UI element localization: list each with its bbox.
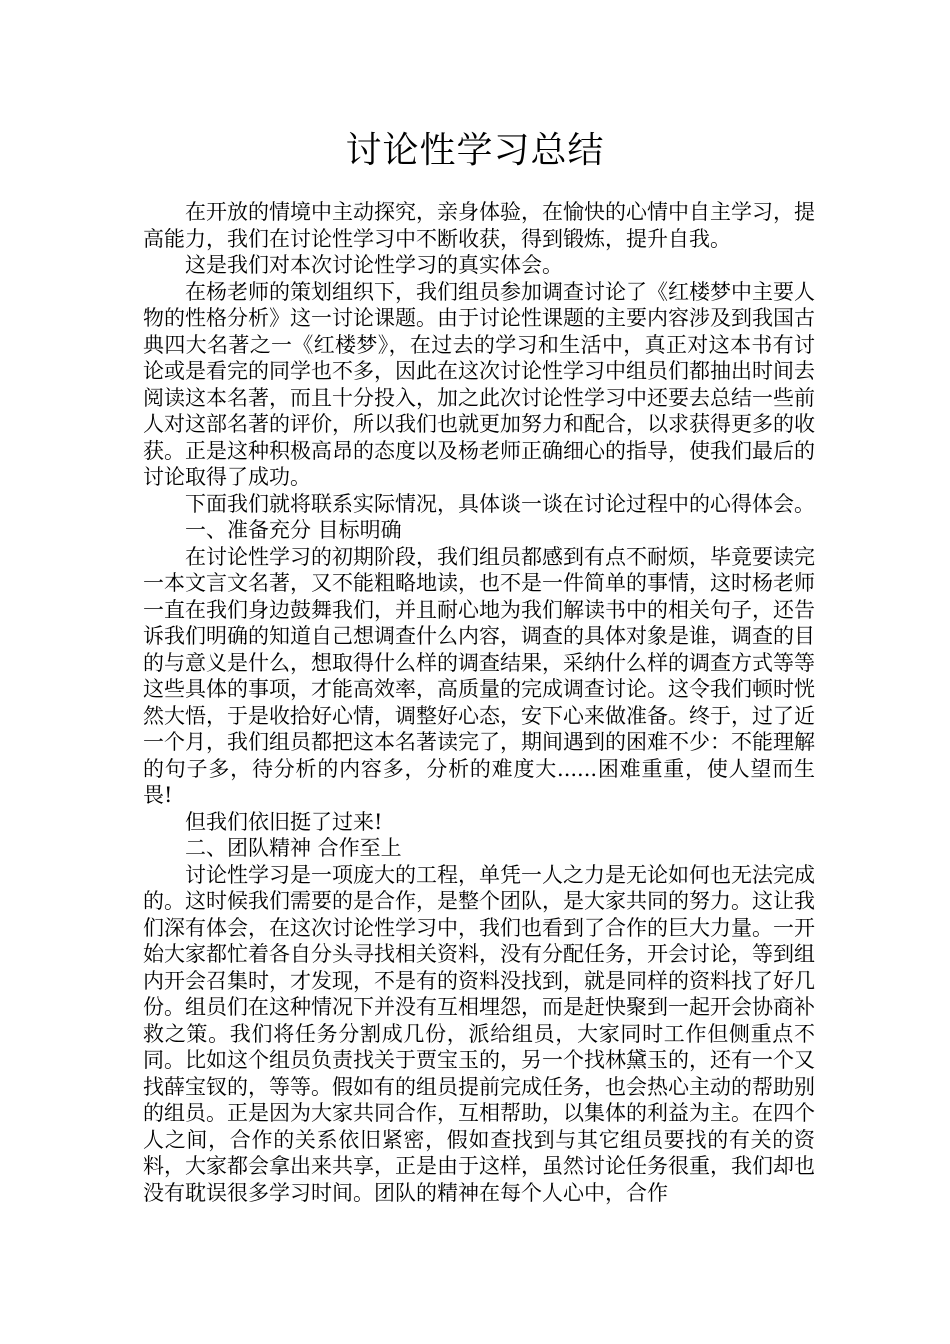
- document-title: 讨论性学习总结: [345, 130, 605, 171]
- paragraph-persistence: 但我们依旧挺了过来!: [185, 809, 383, 834]
- section-heading-preparation: 一、准备充分 目标明确: [185, 518, 402, 542]
- paragraph-teamwork: 讨论性学习是一项庞大的工程，单凭一人之力是无论如何也无法完成的。这时候我们需要的是合作，是整个团队，是大家共同的努力。这让我们深有体会，在这次讨论性学习中，我们也看到了合作的巨大力量。一开始大家都忙着各自分头寻找相关资料，没有分配任务，开会讨论，等到组内开会召集时，才发现，不是有的资料没找到，就是同样的资料找了好几份。组员们在这种情况下并没有互相埋怨，而是赶快聚到一起开会协商补救之策。我们将任务分割成几份，派给组员，大家同时工作但侧重点不同。比如这个组员负责找关于贾宝玉的，另一个找林黛玉的，还有一个又找薛宝钗的，等等。假如有的组员提前完成任务，也会热心主动的帮助别的组员。正是因为大家共同合作，互相帮助，以集体的利益为主。在四个人之间，合作的关系依旧紧密，假如查找到与其它组员要找的有关的资料，大家都会拿出来共享，正是由于这样，虽然讨论任务很重，我们却也没有耽误很多学习时间。团队的精神在每个人心中，合作: [143, 862, 815, 1205]
- document-body: [143, 199, 815, 1206]
- paragraph-background: 在杨老师的策划组织下，我们组员参加调查讨论了《红楼梦中主要人物的性格分析》这一讨论课题。由于讨论性课题的主要内容涉及到我国古典四大名著之一《红楼梦》，在过去的学习和生活中，真正对这本书有讨论或是看完的同学也不多，因此在这次讨论性学习中组员们都抽出时间去阅读这本名著，而且十分投入，加之此次讨论性学习中还要去总结一些前人对这部名著的评价，所以我们也就更加努力和配合，以求获得更多的收获。正是这种积极高昂的态度以及杨老师正确细心的指导，使我们最后的讨论取得了成功。: [143, 279, 815, 489]
- section-heading-teamwork: 二、团队精神 合作至上: [185, 836, 402, 860]
- paragraph-experience: 这是我们对本次讨论性学习的真实体会。: [185, 253, 563, 277]
- paragraph-preparation: 在讨论性学习的初期阶段，我们组员都感到有点不耐烦，毕竟要读完一本文言文名著，又不能粗略地读，也不是一件简单的事情，这时杨老师一直在我们身边鼓舞我们，并且耐心地为我们解读书中的相关句子，还告诉我们明确的知道自己想调查什么内容，调查的具体对象是谁，调查的目的与意义是什么，想取得什么样的调查结果，采纳什么样的调查方式等等这些具体的事项，才能高效率，高质量的完成调查讨论。这令我们顿时恍然大悟，于是收拾好心情，调整好心态，安下心来做准备。终于，过了近一个月，我们组员都把这本名著读完了，期间遇到的困难不少：不能理解的句子多，待分析的内容多，分析的难度大......困难重重，使人望而生畏!: [143, 544, 815, 807]
- paragraph-transition: 下面我们就将联系实际情况，具体谈一谈在讨论过程中的心得体会。: [185, 491, 815, 516]
- paragraph-intro: 在开放的情境中主动探究，亲身体验，在愉快的心情中自主学习，提高能力，我们在讨论性学习中不断收获，得到锻炼，提升自我。: [143, 200, 815, 251]
